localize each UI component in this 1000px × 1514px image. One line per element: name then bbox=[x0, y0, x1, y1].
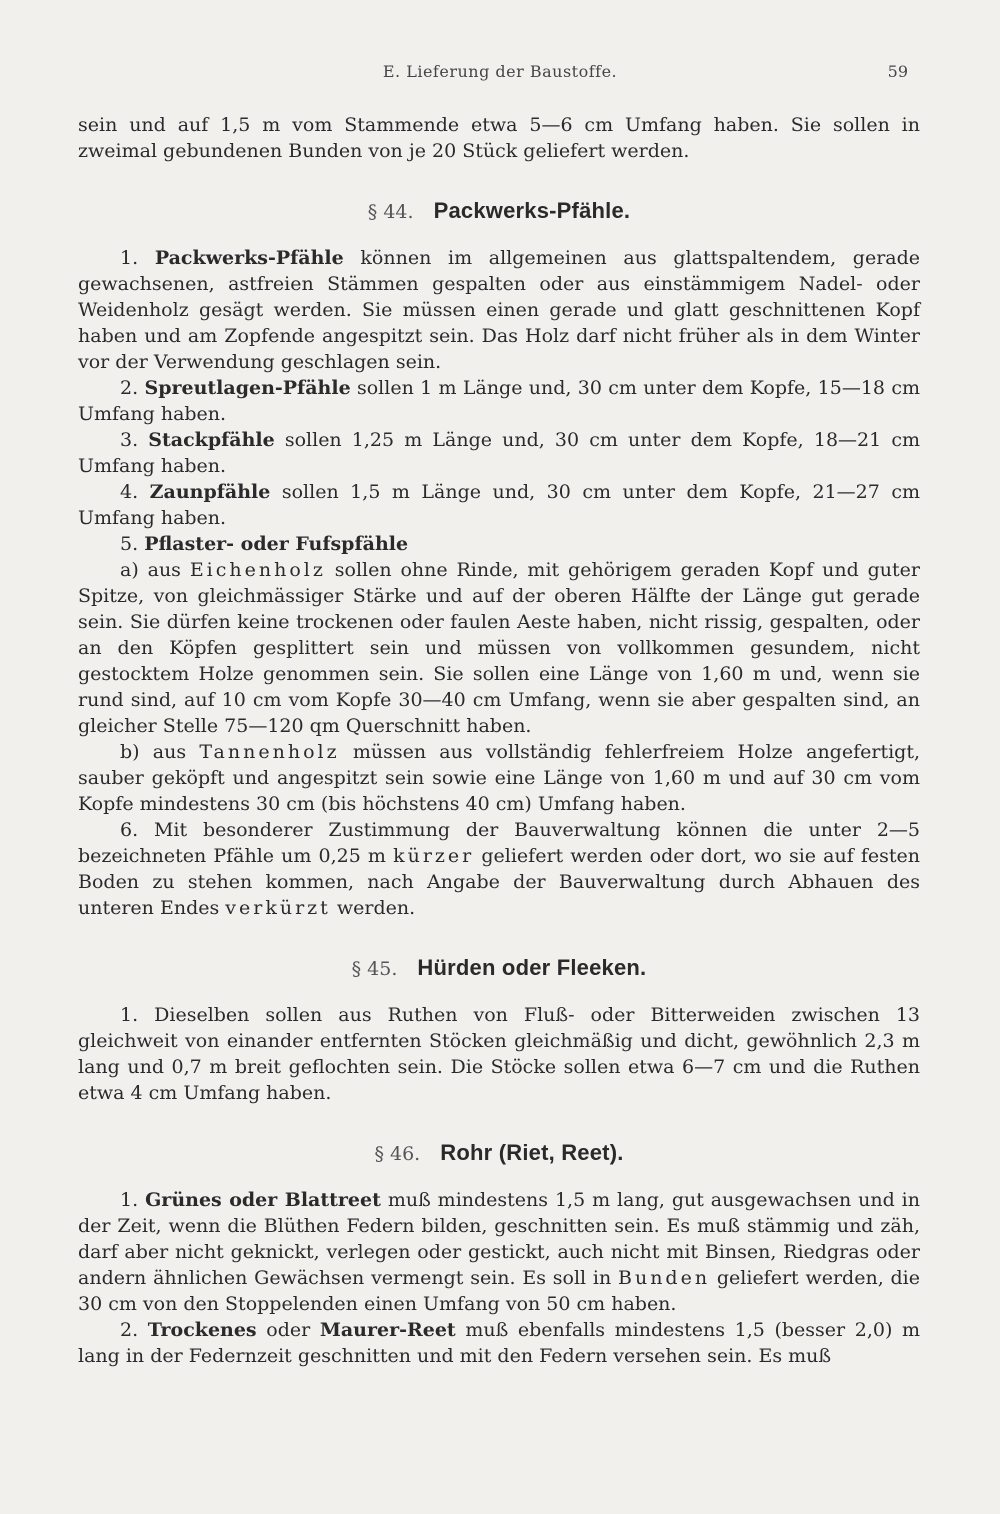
spaced-term: Eichenholz bbox=[189, 559, 326, 581]
item-lead: Trockenes bbox=[147, 1319, 257, 1341]
section-46-heading bbox=[78, 1140, 920, 1167]
section-45-heading bbox=[78, 955, 920, 982]
s44-paragraph-6 bbox=[78, 817, 920, 921]
section-title: Packwerks-Pfähle. bbox=[433, 198, 631, 223]
s44-paragraph-1 bbox=[78, 245, 920, 375]
page-body bbox=[78, 112, 920, 1369]
sub-item-label: b) aus bbox=[120, 741, 187, 763]
item-text: können im allgemeinen aus glattspaltendem, gerade gewachsenen, astfreien Stämmen gespalten oder aus einstämmigem Nadel- oder Weidenholz gesägt werden. Sie müssen einen gerade und glatt geschnittenen Kopf haben und am Zopfende angespitzt sein. Das Holz darf nicht früher als in dem Winter vor der Verwendung geschlagen sein. bbox=[78, 247, 921, 373]
s45-paragraph-1: 1. Dieselben sollen aus Ruthen von Fluß- oder Bitterweiden zwischen 13 gleichweit von einander entfernten Stöcken gleichmäßig und dicht, gewöhnlich 2,3 m lang und 0,7 m breit geflochten sein. Die Stöcke sollen etwa 6—7 cm und die Ruthen etwa 4 cm Umfang haben. bbox=[78, 1004, 920, 1104]
item-lead: Zaunpfähle bbox=[149, 481, 271, 503]
item-number: 2. bbox=[120, 377, 139, 399]
item-number: 4. bbox=[120, 481, 139, 503]
s46-paragraph-1 bbox=[78, 1187, 920, 1317]
s44-paragraph-5 bbox=[78, 531, 920, 557]
intro-paragraph: sein und auf 1,5 m vom Stammende etwa 5—6 cm Umfang haben. Sie sollen in zweimal gebundenen Bunden von je 20 Stück geliefert werden. bbox=[78, 114, 920, 162]
item-number: 1. bbox=[120, 1189, 139, 1211]
s44-paragraph-5b bbox=[78, 739, 920, 817]
item-text: werden. bbox=[330, 897, 416, 919]
item-text: müssen aus vollständig fehlerfreiem Holze angefertigt, sauber geköpft und angespitzt sein sowie eine Länge von 1,60 m und auf 30 cm vom Kopfe mindestens 30 cm (bis höchstens 40 cm) Umfang haben. bbox=[78, 741, 920, 815]
item-number: 5. bbox=[120, 533, 139, 555]
section-symbol: § 45. bbox=[351, 958, 398, 980]
item-lead: Pflaster- oder Fufspfähle bbox=[144, 533, 409, 555]
section-44-heading bbox=[78, 198, 920, 225]
item-text: muß ebenfalls mindestens 1,5 (besser 2,0) m lang in der Federnzeit geschnitten und mit den Federn versehen sein. Es muß bbox=[78, 1319, 920, 1367]
section-title: Hürden oder Fleeken. bbox=[417, 955, 647, 980]
running-title: E. Lieferung der Baustoffe. bbox=[382, 62, 618, 81]
s44-paragraph-3 bbox=[78, 427, 920, 479]
page-header bbox=[0, 62, 1000, 86]
page-number: 59 bbox=[887, 62, 908, 81]
item-lead: Spreutlagen-Pfähle bbox=[144, 377, 351, 399]
s44-paragraph-2 bbox=[78, 375, 920, 427]
s46-paragraph-2 bbox=[78, 1317, 920, 1369]
item-number: 3. bbox=[120, 429, 139, 451]
spaced-term: Tannenholz bbox=[199, 741, 340, 763]
item-text: oder bbox=[256, 1319, 320, 1341]
spaced-term: verkürzt bbox=[225, 897, 331, 919]
item-text: sollen 1,5 m Länge und, 30 cm unter dem Kopfe, 21—27 cm Umfang haben. bbox=[78, 481, 920, 529]
item-text: sollen 1,25 m Länge und, 30 cm unter dem Kopfe, 18—21 cm Umfang haben. bbox=[78, 429, 920, 477]
item-text: geliefert werden oder dort, wo sie auf festen Boden zu stehen kommen, nach Angabe der Bauverwaltung durch Abhauen des unteren Endes bbox=[78, 845, 920, 919]
item-lead: Packwerks-Pfähle bbox=[154, 247, 344, 269]
item-text: geliefert werden, die 30 cm von den Stoppelenden einen Umfang von 50 cm haben. bbox=[78, 1267, 921, 1315]
item-text: sollen ohne Rinde, mit gehörigem geraden Kopf und guter Spitze, von gleichmässiger Stärke und auf der oberen Hälfte der Länge gut gerade sein. Sie dürfen keine trockenen oder faulen Aeste haben, nicht rissig, gespalten, oder an den Köpfen gesplittert sein und müssen von vollkommen gesundem, nicht gestocktem Holze genommen sein. Sie sollen eine Länge von 1,60 m und, wenn sie rund sind, auf 10 cm vom Kopfe 30—40 cm Umfang, wenn sie aber gespalten sind, an gleicher Stelle 75—120 qm Querschnitt haben. bbox=[78, 559, 920, 737]
item-lead: Maurer-Reet bbox=[319, 1319, 456, 1341]
item-number: 2. bbox=[120, 1319, 139, 1341]
item-lead: Stackpfähle bbox=[148, 429, 275, 451]
section-symbol: § 44. bbox=[367, 201, 414, 223]
item-text: muß mindestens 1,5 m lang, gut ausgewachsen und in der Zeit, wenn die Blüthen Federn bilden, geschnitten sein. Es muß stämmig und zäh, darf aber nicht geknickt, verlegen oder gestickt, auch nicht mit Binsen, Riedgras oder andern ähnlichen Gewächsen vermengt sein. Es soll in bbox=[78, 1189, 920, 1289]
s44-paragraph-4 bbox=[78, 479, 920, 531]
section-symbol: § 46. bbox=[374, 1143, 421, 1165]
spaced-term: kürzer bbox=[393, 845, 475, 867]
item-text: sollen 1 m Länge und, 30 cm unter dem Kopfe, 15—18 cm Umfang haben. bbox=[78, 377, 920, 425]
sub-item-label: a) aus bbox=[120, 559, 181, 581]
section-title: Rohr (Riet, Reet). bbox=[440, 1140, 624, 1165]
item-text: 6. Mit besonderer Zustimmung der Bauverwaltung können die unter 2—5 bezeichneten Pfähle um 0,25 m bbox=[78, 819, 920, 867]
spaced-term: Bunden bbox=[618, 1267, 711, 1289]
item-lead: Grünes oder Blattreet bbox=[145, 1189, 381, 1211]
item-number: 1. bbox=[120, 247, 139, 269]
s44-paragraph-5a bbox=[78, 557, 920, 739]
